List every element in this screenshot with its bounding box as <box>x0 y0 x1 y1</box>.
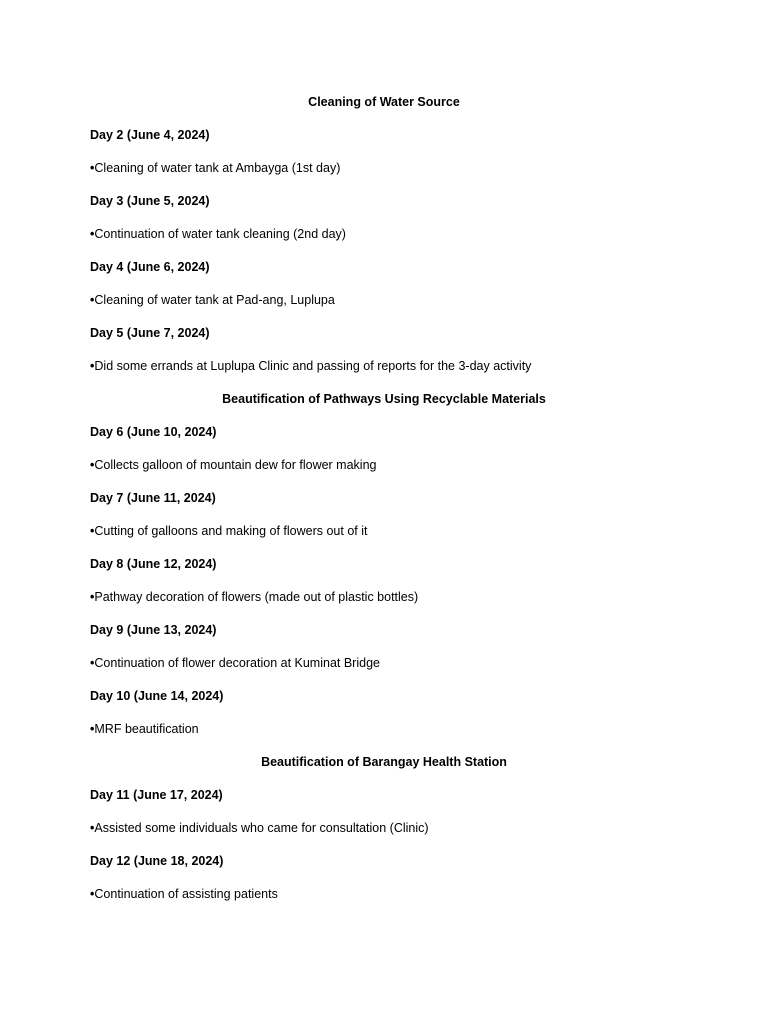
activity-item <box>90 357 678 390</box>
day-label: Day 8 (June 12, 2024) <box>90 557 217 571</box>
activity-item <box>90 819 678 852</box>
bullet-icon: • <box>90 293 95 307</box>
activity-item <box>90 885 678 918</box>
activity-text: Continuation of water tank cleaning (2nd day) <box>94 227 346 241</box>
bullet-icon: • <box>90 359 95 373</box>
document-content <box>90 93 678 918</box>
bullet-icon: • <box>90 590 95 604</box>
activity-item <box>90 291 678 324</box>
section-heading: Beautification of Barangay Health Station <box>261 755 507 769</box>
activity-item <box>90 225 678 258</box>
day-label: Day 4 (June 6, 2024) <box>90 260 210 274</box>
activity-item <box>90 456 678 489</box>
bullet-icon: • <box>90 656 95 670</box>
activity-text: Assisted some individuals who came for consultation (Clinic) <box>94 821 429 835</box>
bullet-icon: • <box>90 161 95 175</box>
section-heading: Beautification of Pathways Using Recyclable Materials <box>222 392 546 406</box>
activity-item <box>90 159 678 192</box>
day-label: Day 12 (June 18, 2024) <box>90 854 224 868</box>
day-label: Day 10 (June 14, 2024) <box>90 689 224 703</box>
activity-item <box>90 720 678 753</box>
activity-text: Cleaning of water tank at Ambayga (1st day) <box>94 161 341 175</box>
bullet-icon: • <box>90 524 95 538</box>
bullet-icon: • <box>90 722 95 736</box>
activity-text: Cleaning of water tank at Pad-ang, Luplupa <box>94 293 335 307</box>
bullet-icon: • <box>90 227 95 241</box>
activity-text: Continuation of assisting patients <box>94 887 278 901</box>
activity-text: Cutting of galloons and making of flowers out of it <box>94 524 368 538</box>
activity-text: Continuation of flower decoration at Kuminat Bridge <box>94 656 380 670</box>
activity-text: Collects galloon of mountain dew for flower making <box>94 458 377 472</box>
day-label: Day 7 (June 11, 2024) <box>90 491 216 505</box>
bullet-icon: • <box>90 887 95 901</box>
activity-item <box>90 654 678 687</box>
day-label: Day 5 (June 7, 2024) <box>90 326 210 340</box>
day-label: Day 11 (June 17, 2024) <box>90 788 223 802</box>
activity-item <box>90 522 678 555</box>
day-label: Day 9 (June 13, 2024) <box>90 623 217 637</box>
section-heading: Cleaning of Water Source <box>308 95 460 109</box>
bullet-icon: • <box>90 821 95 835</box>
day-label: Day 2 (June 4, 2024) <box>90 128 210 142</box>
day-label: Day 3 (June 5, 2024) <box>90 194 210 208</box>
activity-text: Did some errands at Luplupa Clinic and passing of reports for the 3-day activity <box>94 359 532 373</box>
bullet-icon: • <box>90 458 95 472</box>
day-label: Day 6 (June 10, 2024) <box>90 425 217 439</box>
activity-item <box>90 588 678 621</box>
activity-text: MRF beautification <box>94 722 199 736</box>
activity-text: Pathway decoration of flowers (made out of plastic bottles) <box>94 590 419 604</box>
